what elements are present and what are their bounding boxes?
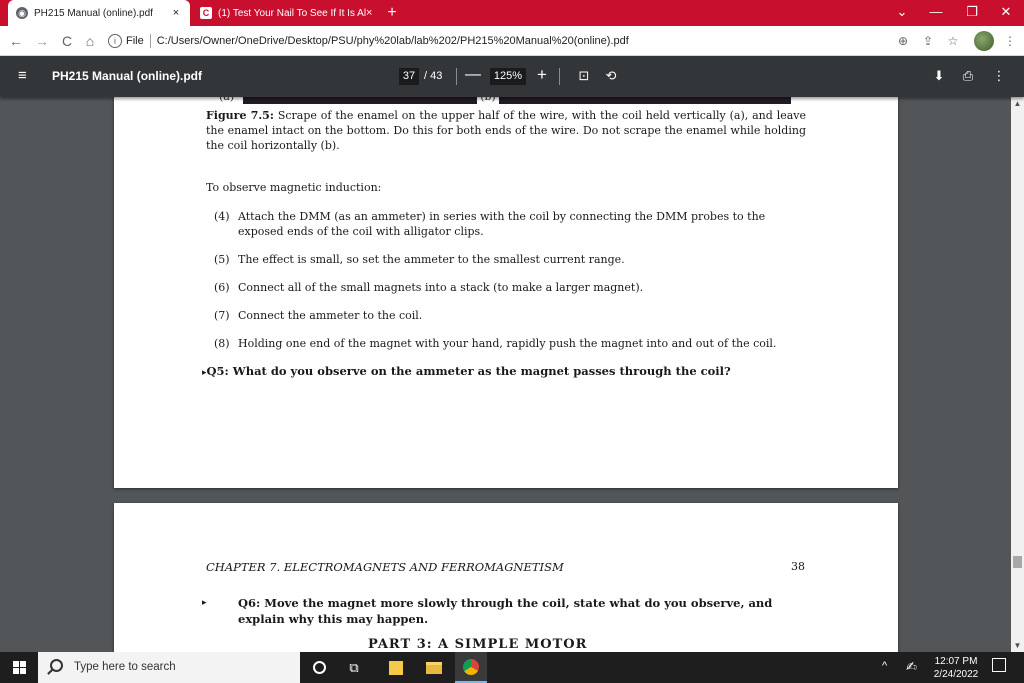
step-text: Connect the ammeter to the coil.	[238, 309, 423, 322]
more-actions-icon[interactable]: ⋮	[992, 68, 1006, 83]
page-number: 38	[791, 560, 805, 573]
step-number: (8)	[214, 337, 230, 350]
reload-icon[interactable]: C	[61, 33, 73, 49]
search-placeholder: Type here to search	[74, 661, 176, 673]
scheme-label: File	[126, 35, 144, 47]
close-tab-icon[interactable]: ×	[366, 7, 373, 19]
page-total: / 43	[424, 70, 443, 82]
clock-date: 2/24/2022	[933, 669, 979, 680]
restore-button[interactable]: ❐	[966, 4, 978, 19]
windows-taskbar	[0, 652, 1024, 683]
cortana-icon[interactable]	[303, 652, 335, 683]
question-marker: ▸	[202, 598, 207, 608]
search-icon	[50, 659, 63, 672]
more-menu-icon[interactable]: ⋮	[1004, 34, 1016, 48]
list-item	[214, 209, 806, 239]
task-view-icon[interactable]: ⧉	[349, 659, 359, 675]
step-text: Connect all of the small magnets into a stack (to make a larger magnet).	[238, 281, 644, 294]
close-window-button[interactable]: ✕	[1000, 4, 1012, 19]
zoom-out-button[interactable]: —	[465, 66, 481, 83]
avatar[interactable]	[974, 31, 994, 51]
tab-pdf-manual[interactable]	[8, 0, 190, 26]
tab-search-dropdown-icon[interactable]: ⌄	[896, 4, 908, 19]
figure-caption	[206, 108, 806, 153]
tray-chevron-icon[interactable]: ^	[882, 660, 888, 672]
zoom-icon[interactable]: ⊕	[897, 34, 909, 48]
new-tab-button[interactable]: +	[387, 4, 397, 21]
globe-icon: ◉	[16, 7, 28, 19]
fit-page-icon[interactable]: ⊡	[578, 68, 590, 83]
rotate-icon[interactable]: ⟲	[605, 68, 617, 83]
windows-start-icon[interactable]	[0, 652, 38, 683]
step-number: (7)	[214, 309, 230, 322]
question-q5	[202, 363, 806, 381]
caption-text: Scrape of the enamel on the upper half of the wire, with the coil held vertically (a), and leave the enamel intact on the bottom. Do this for both ends of the wire. Do not scrape the enamel while holding the coil horizontally (b).	[206, 109, 807, 152]
question-q6	[202, 595, 806, 627]
tab-nail-test[interactable]	[192, 0, 372, 26]
system-clock[interactable]	[926, 655, 986, 681]
sticky-notes-icon[interactable]	[380, 652, 412, 683]
zoom-input[interactable]: 125%	[490, 68, 526, 85]
sidebar-menu-icon[interactable]: ≡	[18, 67, 27, 84]
pen-workspace-icon[interactable]: ✍	[906, 659, 917, 674]
step-text: The effect is small, so set the ammeter to the smallest current range.	[238, 253, 625, 266]
step-number: (5)	[214, 253, 230, 266]
home-icon[interactable]: ⌂	[85, 33, 95, 49]
chapter-header: CHAPTER 7. ELECTROMAGNETS AND FERROMAGNETISM	[206, 560, 564, 574]
question-marker: ▸	[202, 368, 207, 378]
forward-icon[interactable]: →	[35, 33, 49, 49]
list-item	[214, 336, 806, 351]
download-icon[interactable]: ⬇	[933, 68, 945, 83]
step-number: (6)	[214, 281, 230, 294]
pdf-filename: PH215 Manual (online).pdf	[52, 69, 203, 83]
scrollbar-thumb[interactable]	[1013, 556, 1022, 568]
pdf-toolbar	[0, 56, 1024, 97]
pdf-page-38	[114, 503, 898, 663]
file-explorer-icon[interactable]	[418, 652, 450, 683]
step-text: Attach the DMM (as an ammeter) in series with the coil by connecting the DMM probes to the exposed ends of the coil with alligator clips.	[238, 210, 766, 238]
print-icon[interactable]: ⎙	[962, 68, 974, 83]
minimize-button[interactable]: —	[929, 4, 943, 19]
vertical-scrollbar[interactable]	[1011, 97, 1024, 652]
divider	[150, 34, 151, 48]
step-text: Holding one end of the magnet with your hand, rapidly push the magnet into and out of the coil.	[238, 337, 777, 350]
close-tab-icon[interactable]: ×	[172, 7, 180, 19]
tab-title: PH215 Manual (online).pdf	[34, 7, 153, 19]
list-item	[214, 252, 806, 267]
share-icon[interactable]: ⇪	[922, 34, 934, 48]
notifications-icon[interactable]	[992, 658, 1006, 672]
taskbar-search-input[interactable]	[38, 652, 300, 683]
tab-title: (1) Test Your Nail To See If It Is Al	[218, 7, 367, 19]
question-text: Q6: Move the magnet more slowly through the coil, state what do you observe, and explain why this may happen.	[238, 596, 773, 626]
scroll-up-icon[interactable]: ▲	[1013, 99, 1022, 108]
divider	[559, 68, 560, 85]
scroll-down-icon[interactable]: ▼	[1013, 641, 1022, 650]
star-icon[interactable]: ☆	[947, 34, 959, 48]
page-number-input[interactable]: 37	[399, 68, 419, 85]
tab-strip	[0, 0, 1024, 26]
address-bar[interactable]	[108, 29, 924, 53]
section-heading: PART 3: A SIMPLE MOTOR	[368, 637, 588, 652]
pdf-page-37	[114, 87, 898, 488]
site-favicon-icon: C	[200, 7, 212, 19]
caption-label: Figure 7.5:	[206, 109, 274, 122]
list-item	[214, 280, 806, 295]
zoom-in-button[interactable]: +	[537, 65, 547, 84]
chrome-taskbar-icon[interactable]	[455, 652, 487, 683]
question-text: Q5: What do you observe on the ammeter as the magnet passes through the coil?	[206, 364, 731, 378]
intro-text: To observe magnetic induction:	[206, 181, 382, 194]
pdf-viewer[interactable]	[0, 97, 1011, 652]
clock-time: 12:07 PM	[934, 656, 978, 667]
divider	[456, 68, 457, 85]
browser-toolbar	[0, 26, 1024, 56]
step-number: (4)	[214, 210, 230, 223]
info-icon[interactable]: i	[108, 34, 122, 48]
url-text[interactable]: C:/Users/Owner/OneDrive/Desktop/PSU/phy%20lab/lab%202/PH215%20Manual%20(online).pdf	[156, 35, 629, 47]
list-item	[214, 308, 806, 323]
back-icon[interactable]: ←	[9, 33, 23, 49]
